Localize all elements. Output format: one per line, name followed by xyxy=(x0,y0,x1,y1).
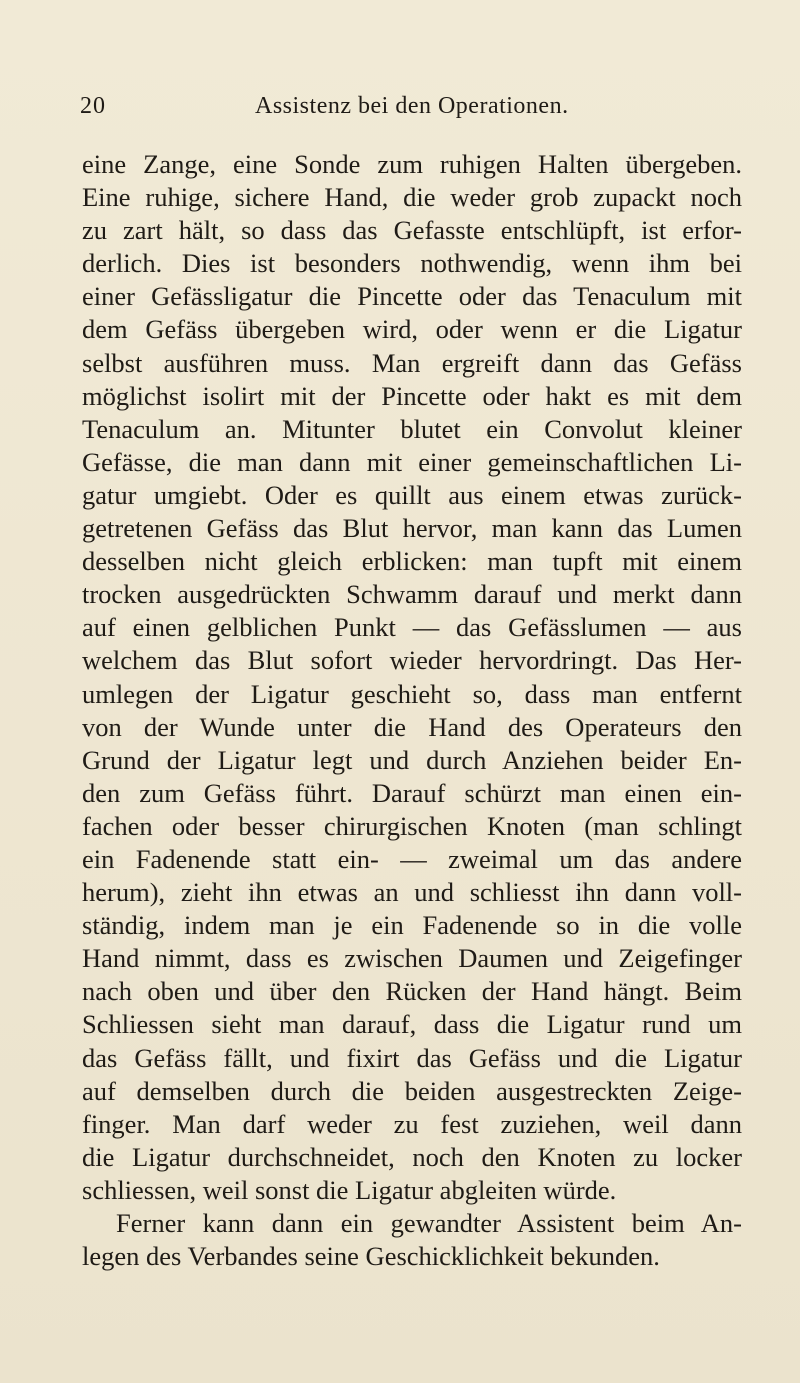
text-line: dem Gefäss übergeben wird, oder wenn er die Ligatur xyxy=(82,314,742,345)
text-line: einer Gefässligatur die Pincette oder das Tenaculum mit xyxy=(82,281,742,312)
text-line: möglichst isolirt mit der Pincette oder hakt es mit dem xyxy=(82,380,742,411)
running-title: Assistenz bei den Operationen. xyxy=(255,93,569,119)
text-line: zu zart hält, so dass das Gefasste entschlüpft, ist erfor- xyxy=(82,215,742,246)
body-text xyxy=(82,148,742,1273)
text-line: Grund der Ligatur legt und durch Anziehen beider En- xyxy=(82,744,742,775)
text-line: derlich. Dies ist besonders nothwendig, wenn ihm bei xyxy=(82,248,742,279)
text-line: herum), zieht ihn etwas an und schliesst ihn dann voll- xyxy=(82,877,742,908)
text-line: Ferner kann dann ein gewandter Assistent beim An- xyxy=(116,1208,742,1238)
text-line: gatur umgiebt. Oder es quillt aus einem etwas zurück- xyxy=(82,479,742,510)
text-line: das Gefäss fällt, und fixirt das Gefäss und die Ligatur xyxy=(82,1042,742,1073)
text-line: den zum Gefäss führt. Darauf schürzt man einen ein- xyxy=(82,777,742,808)
text-line: eine Zange, eine Sonde zum ruhigen Halten übergeben. xyxy=(82,149,742,179)
text-line: Hand nimmt, dass es zwischen Daumen und Zeigefinger xyxy=(82,943,742,974)
page-number: 20 xyxy=(80,93,106,119)
text-line: Tenaculum an. Mitunter blutet ein Convolut kleiner xyxy=(82,413,742,444)
text-line: Gefässe, die man dann mit einer gemeinschaftlichen Li- xyxy=(82,446,742,477)
text-line: welchem das Blut sofort wieder hervordringt. Das Her- xyxy=(82,645,742,676)
page-header xyxy=(80,93,740,123)
text-line: von der Wunde unter die Hand des Operateurs den xyxy=(82,711,742,742)
text-line: Eine ruhige, sichere Hand, die weder grob zupackt noch xyxy=(82,182,742,213)
text-line: auf einen gelblichen Punkt — das Gefässlumen — aus xyxy=(82,612,742,643)
text-line: nach oben und über den Rücken der Hand hängt. Beim xyxy=(82,976,742,1007)
text-line: Schliessen sieht man darauf, dass die Ligatur rund um xyxy=(82,1009,742,1040)
text-line: selbst ausführen muss. Man ergreift dann das Gefäss xyxy=(82,347,742,378)
text-line: schliessen, weil sonst die Ligatur abgleiten würde. xyxy=(82,1174,617,1205)
text-line: die Ligatur durchschneidet, noch den Knoten zu locker xyxy=(82,1141,742,1172)
text-line: trocken ausgedrückten Schwamm darauf und merkt dann xyxy=(82,579,742,610)
text-line: finger. Man darf weder zu fest zuziehen, weil dann xyxy=(82,1108,742,1139)
text-line: umlegen der Ligatur geschieht so, dass man entfernt xyxy=(82,678,742,709)
text-line: ständig, indem man je ein Fadenende so in die volle xyxy=(82,910,742,941)
text-line: getretenen Gefäss das Blut hervor, man kann das Lumen xyxy=(82,513,742,544)
text-line: fachen oder besser chirurgischen Knoten (man schlingt xyxy=(82,810,742,841)
text-line: auf demselben durch die beiden ausgestreckten Zeige- xyxy=(82,1075,742,1106)
text-line: desselben nicht gleich erblicken: man tupft mit einem xyxy=(82,546,742,577)
text-line: ein Fadenende statt ein- — zweimal um das andere xyxy=(82,843,742,874)
text-line: legen des Verbandes seine Geschicklichkeit bekunden. xyxy=(82,1241,660,1272)
